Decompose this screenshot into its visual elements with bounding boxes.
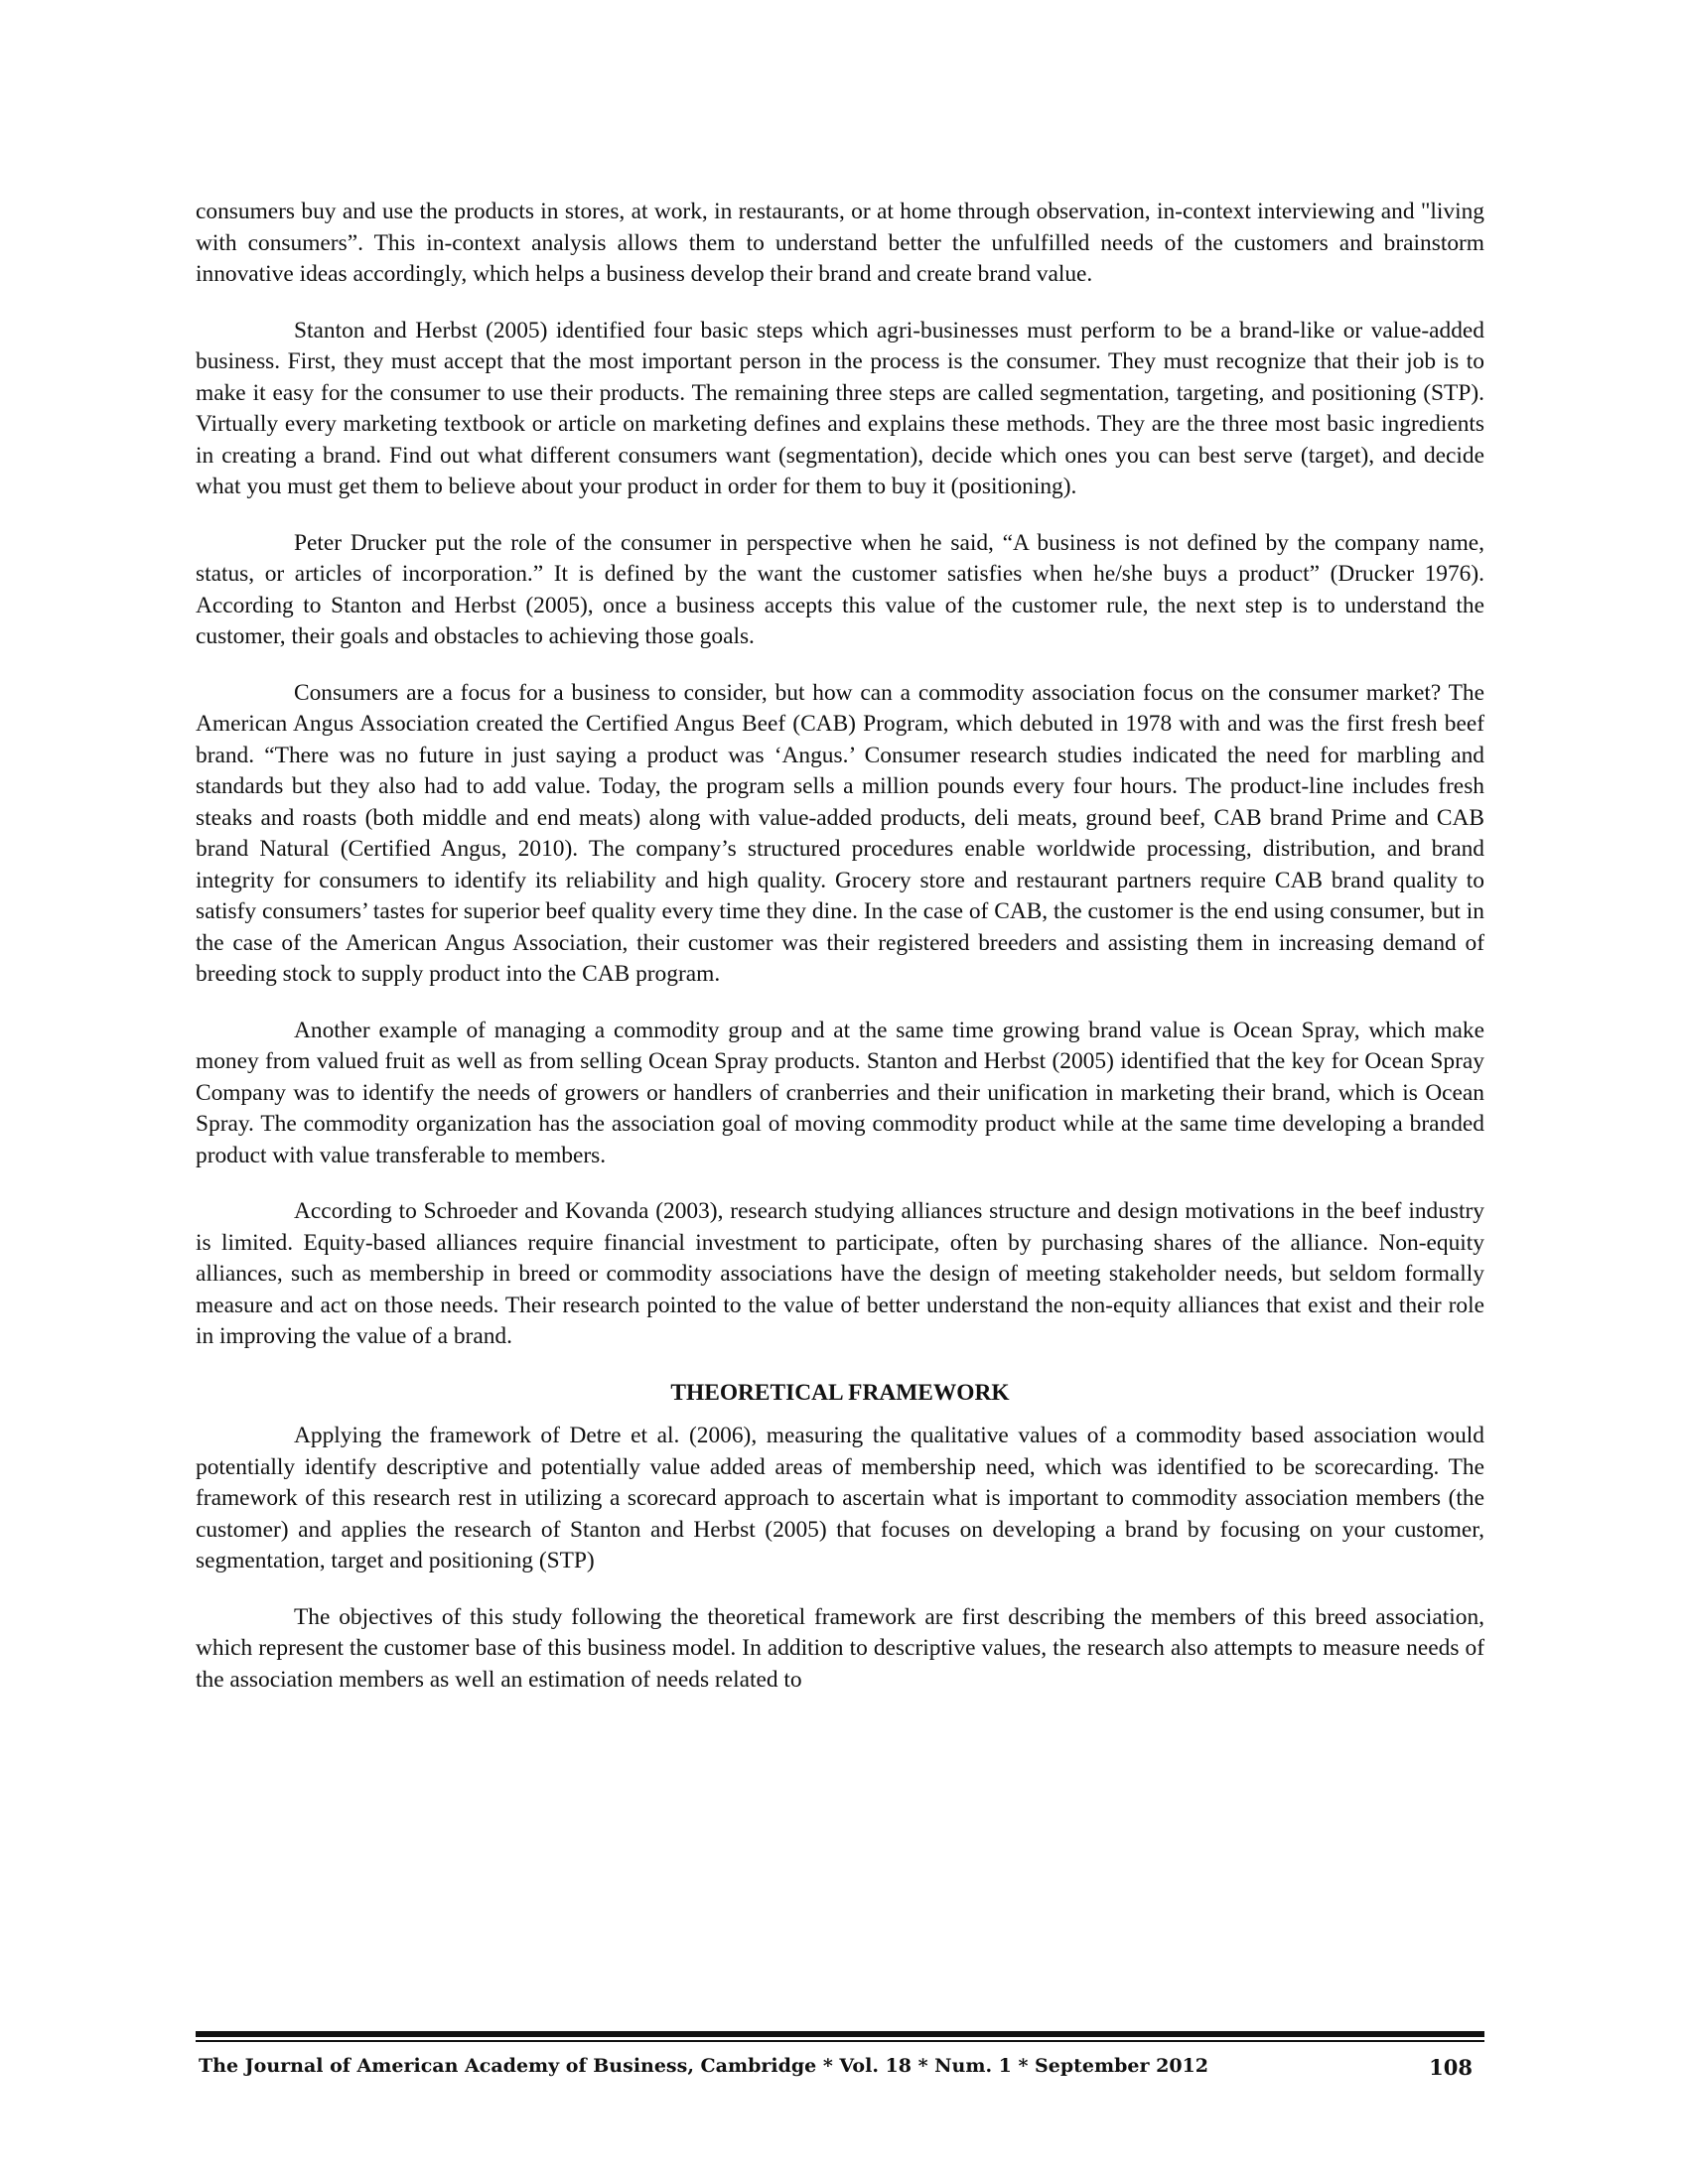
paragraph-alliances: According to Schroeder and Kovanda (2003), research studying alliances structure and design motivations in the beef industry is limited. Equity-based alliances require financial investment to participate, often by purchasing shares of the alliance. Non-equity alliances, such as membership in breed or commodity associations have the design of meeting stakeholder needs, but seldom formally measure and act on those needs. Their research pointed to the value of better understand the non-equity alliances that exist and their role in improving the value of a brand. xyxy=(196,1198,1484,1349)
page-body xyxy=(196,197,1484,1720)
journal-citation: The Journal of American Academy of Business, Cambridge * Vol. 18 * Num. 1 * September 2012 xyxy=(199,2055,1209,2077)
footer-rule-thin xyxy=(196,2040,1484,2042)
paragraph-stp: Stanton and Herbst (2005) identified four basic steps which agri-businesses must perform to be a brand-like or value-added business. First, they must accept that the most important person in the process is the consumer. They must recognize that their job is to make it easy for the consumer to use their products. The remaining three steps are called segmentation, targeting, and positioning (STP). Virtually every marketing textbook or article on marketing defines and explains these methods. They are the three most basic ingredients in creating a brand. Find out what different consumers want (segmentation), decide which ones you can best serve (target), and decide what you must get them to believe about your product in order for them to buy it (positioning). xyxy=(196,317,1484,499)
paragraph-objectives: The objectives of this study following the theoretical framework are first describing the members of this breed association, which represent the customer base of this business model. In addition to descriptive values, the research also attempts to measure needs of the association members as well an estimation of needs related to xyxy=(196,1603,1484,1693)
page-number: 108 xyxy=(1429,2055,1473,2080)
paragraph-cab: Consumers are a focus for a business to consider, but how can a commodity association focus on the consumer market? The American Angus Association created the Certified Angus Beef (CAB) Program, which debuted in 1978 with and was the first fresh beef brand. “There was no future in just saying a product was ‘Angus.’ Consumer research studies indicated the need for marbling and standards but they also had to add value. Today, the program sells a million pounds every four hours. The product-line includes fresh steaks and roasts (both middle and end meats) along with value-added products, deli meats, ground beef, CAB brand Prime and CAB brand Natural (Certified Angus, 2010). The company’s structured procedures enable worldwide processing, distribution, and brand integrity for consumers to identify its reliability and high quality. Grocery store and restaurant partners require CAB brand quality to satisfy consumers’ tastes for superior beef quality every time they dine. In the case of CAB, the customer is the end using consumer, but in the case of the American Angus Association, their customer was their registered breeders and assisting them in increasing demand of breeding stock to supply product into the CAB program. xyxy=(196,679,1484,987)
paragraph-ocean-spray: Another example of managing a commodity group and at the same time growing brand value is Ocean Spray, which make money from valued fruit as well as from selling Ocean Spray products. Stanton and Herbst (2005) identified that the key for Ocean Spray Company was to identify the needs of growers or handlers of cranberries and their unification in marketing their brand, which is Ocean Spray. The commodity organization has the association goal of moving commodity product while at the same time developing a branded product with value transferable to members. xyxy=(196,1017,1484,1168)
paragraph-framework: Applying the framework of Detre et al. (2006), measuring the qualitative values of a commodity based association would potentially identify descriptive and potentially value added areas of membership need, which was identified to be scorecarding. The framework of this research rest in utilizing a scorecard approach to ascertain what is important to commodity association members (the customer) and applies the research of Stanton and Herbst (2005) that focuses on developing a brand by focusing on your customer, segmentation, target and positioning (STP) xyxy=(196,1423,1484,1573)
paragraph-continuation: consumers buy and use the products in stores, at work, in restaurants, or at home through observation, in-context interviewing and "living with consumers”. This in-context analysis allows them to understand better the unfulfilled needs of the customers and brainstorm innovative ideas accordingly, which helps a business develop their brand and create brand value. xyxy=(196,199,1484,287)
paragraph-drucker: Peter Drucker put the role of the consumer in perspective when he said, “A business is not defined by the company name, status, or articles of incorporation.” It is defined by the want the customer satisfies when he/she buys a product” (Drucker 1976). According to Stanton and Herbst (2005), once a business accepts this value of the customer rule, the next step is to understand the customer, their goals and obstacles to achieving those goals. xyxy=(196,529,1484,649)
footer-rule-thick xyxy=(196,2031,1484,2037)
section-heading: THEORETICAL FRAMEWORK xyxy=(670,1379,1010,1406)
